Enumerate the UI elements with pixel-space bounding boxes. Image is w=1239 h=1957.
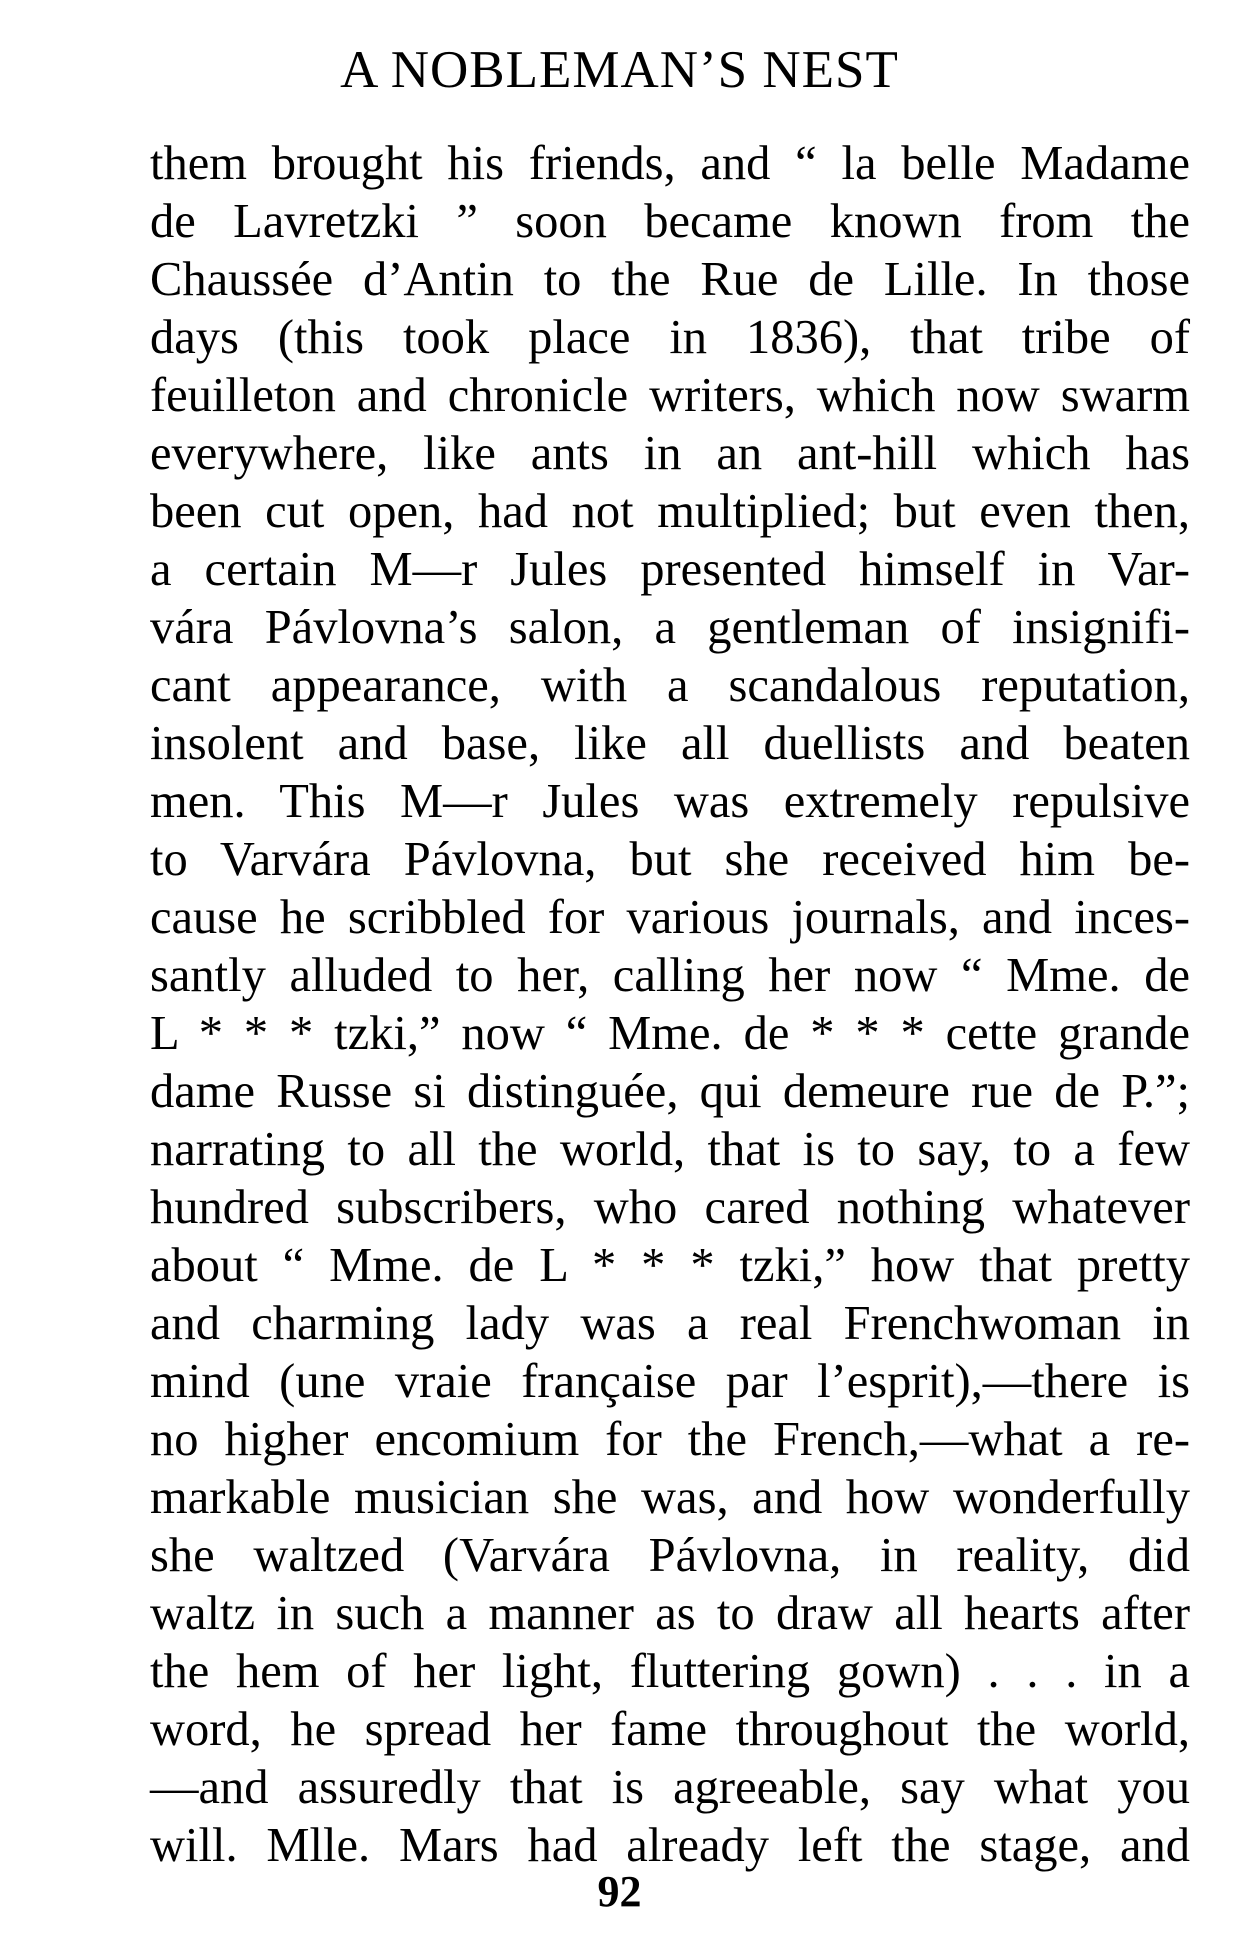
text-line: will. Mlle. Mars had already left the stage, and [150,1819,1190,1872]
text-line: L * * * tzki,” now “ Mme. de * * * cette grande [150,1007,1190,1060]
text-line: cause he scribbled for various journals, and inces- [150,891,1190,944]
text-line: been cut open, had not multiplied; but even then, [150,485,1190,538]
text-line: waltz in such a manner as to draw all hearts after [150,1587,1190,1640]
text-line: markable musician she was, and how wonderfully [150,1471,1190,1524]
text-line: to Varvára Pávlovna, but she received him be- [150,833,1190,886]
text-line: them brought his friends, and “ la belle Madame [150,137,1190,190]
text-line: and charming lady was a real Frenchwoman in [150,1297,1190,1350]
text-line: cant appearance, with a scandalous reputation, [150,659,1190,712]
text-line: narrating to all the world, that is to say, to a few [150,1123,1190,1176]
text-line: mind (une vraie française par l’esprit),—there is [150,1355,1190,1408]
text-line: dame Russe si distinguée, qui demeure rue de P.”; [150,1065,1190,1118]
text-line: hundred subscribers, who cared nothing whatever [150,1181,1190,1234]
text-line: no higher encomium for the French,—what a re- [150,1413,1190,1466]
text-line: word, he spread her fame throughout the world, [150,1703,1190,1756]
text-line: a certain M—r Jules presented himself in Var- [150,543,1190,596]
text-line: santly alluded to her, calling her now “ Mme. de [150,949,1190,1002]
text-line: vára Pávlovna’s salon, a gentleman of insignifi- [150,601,1190,654]
text-line: the hem of her light, fluttering gown) . . . in a [150,1645,1190,1698]
text-line: —and assuredly that is agreeable, say what you [150,1761,1190,1814]
text-line: de Lavretzki ” soon became known from the [150,195,1190,248]
text-line: insolent and base, like all duellists and beaten [150,717,1190,770]
running-head: A NOBLEMAN’S NEST [340,41,899,99]
text-line: about “ Mme. de L * * * tzki,” how that pretty [150,1239,1190,1292]
text-line: days (this took place in 1836), that tribe of [150,311,1190,364]
text-line: Chaussée d’Antin to the Rue de Lille. In those [150,253,1190,306]
text-line: everywhere, like ants in an ant-hill which has [150,427,1190,480]
page-number: 92 [597,1867,642,1916]
text-line: feuilleton and chronicle writers, which now swarm [150,369,1190,422]
body-text [150,135,1190,1875]
text-line: she waltzed (Varvára Pávlovna, in reality, did [150,1529,1190,1582]
text-line: men. This M—r Jules was extremely repulsive [150,775,1190,828]
